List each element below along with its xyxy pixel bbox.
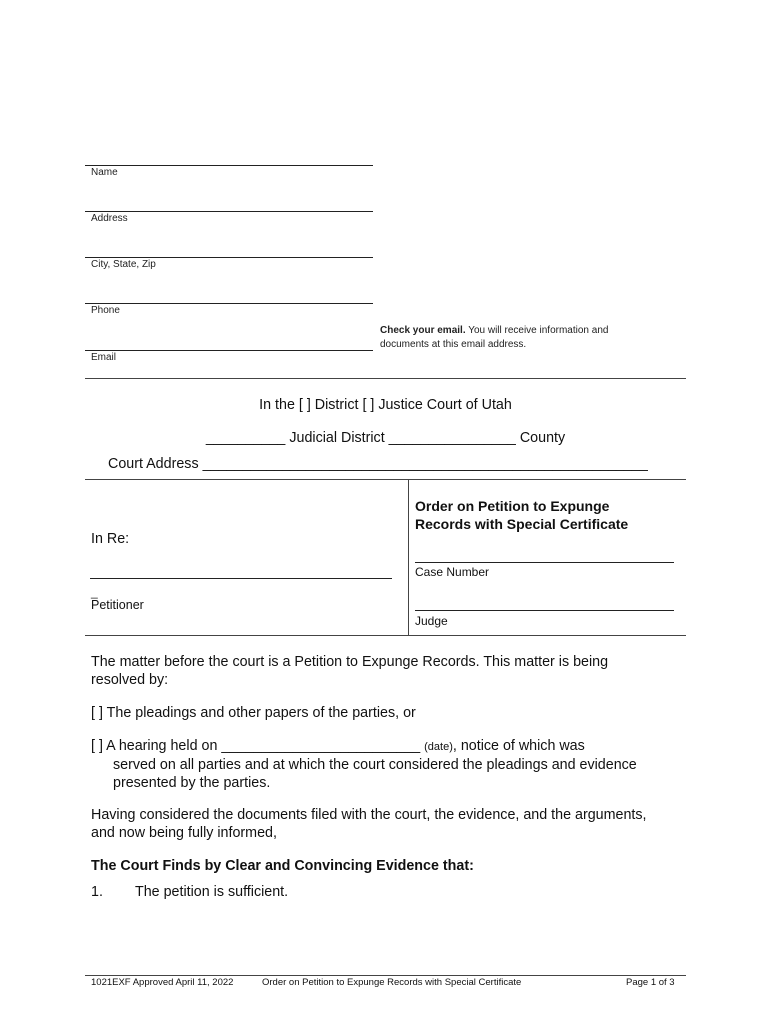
address-label: Address — [91, 213, 128, 224]
intro-line-1: The matter before the court is a Petition to Expunge Records. This matter is being — [91, 654, 609, 670]
option-pleadings[interactable]: [ ] The pleadings and other papers of the parties, or — [91, 705, 416, 721]
email-line[interactable] — [85, 350, 373, 351]
option-hearing-line-2: served on all parties and at which the court considered the pleadings and evidence — [113, 757, 637, 773]
considered-line-2: and now being fully informed, — [91, 825, 277, 841]
caption-divider — [408, 479, 409, 635]
considered-line-1: Having considered the documents filed with the court, the evidence, and the arguments, — [91, 807, 647, 823]
in-re-label: In Re: — [91, 531, 130, 547]
finding-1-text: The petition is sufficient. — [135, 884, 289, 900]
city-state-zip-label: City, State, Zip — [91, 259, 156, 270]
option-hearing-text-2: , notice of which was — [452, 738, 585, 754]
phone-label: Phone — [91, 305, 120, 316]
name-line[interactable] — [85, 165, 373, 166]
email-note-text: You will receive information and — [465, 325, 609, 336]
email-note-text-2: documents at this email address. — [380, 339, 527, 350]
petitioner-underscore: _ — [91, 585, 98, 599]
findings-heading: The Court Finds by Clear and Convincing Evidence that: — [91, 858, 474, 874]
caption-top-border — [85, 479, 686, 480]
finding-1-number: 1. — [91, 884, 103, 900]
email-note-bold: Check your email. — [380, 325, 466, 336]
section-divider — [85, 378, 686, 379]
footer-page-number: Page 1 of 3 — [626, 977, 675, 988]
city-state-zip-line[interactable] — [85, 257, 373, 258]
intro-paragraph — [91, 653, 691, 689]
date-label: (date) — [424, 741, 453, 753]
document-title — [415, 497, 628, 533]
footer-form-title: Order on Petition to Expunge Records with Special Certificate — [262, 977, 522, 988]
considered-paragraph — [91, 806, 691, 842]
option-hearing-line-1 — [91, 737, 691, 756]
option-hearing[interactable] — [91, 737, 691, 792]
footer-divider — [85, 975, 686, 976]
court-type-line: In the [ ] District [ ] Justice Court of Utah — [259, 397, 512, 413]
document-title-line-1: Order on Petition to Expunge — [415, 498, 610, 514]
court-address-line: Court Address ________________________________________________________ — [108, 456, 648, 472]
phone-line[interactable] — [85, 303, 373, 304]
address-line[interactable] — [85, 211, 373, 212]
name-label: Name — [91, 167, 118, 178]
option-hearing-text: [ ] A hearing held on _________________________ — [91, 738, 425, 754]
judge-label: Judge — [415, 614, 448, 628]
caption-bottom-border — [85, 635, 686, 636]
petitioner-line[interactable] — [90, 578, 392, 579]
case-number-line[interactable] — [415, 562, 674, 563]
document-title-line-2: Records with Special Certificate — [415, 516, 629, 532]
option-hearing-line-3: presented by the parties. — [113, 775, 271, 791]
judicial-district-line: __________ Judicial District ________________ County — [205, 430, 566, 446]
footer-form-id: 1021EXF Approved April 11, 2022 — [91, 977, 234, 988]
intro-line-2: resolved by: — [91, 672, 169, 688]
email-note — [380, 324, 680, 352]
judge-line[interactable] — [415, 610, 674, 611]
petitioner-label: Petitioner — [91, 598, 144, 612]
case-number-label: Case Number — [415, 565, 490, 579]
email-label: Email — [91, 352, 117, 363]
